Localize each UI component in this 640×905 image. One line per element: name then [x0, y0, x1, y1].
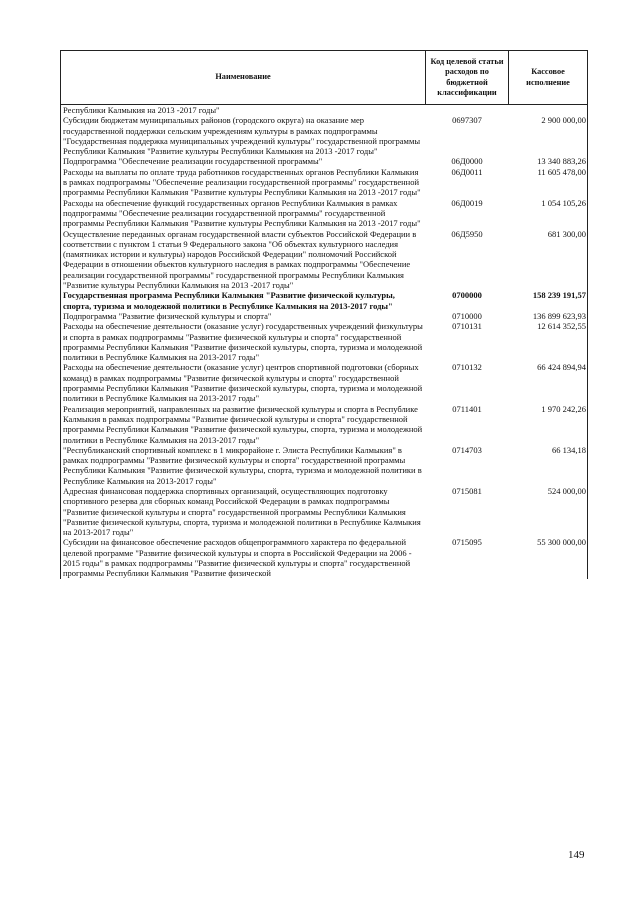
row-amount: 55 300 000,00: [509, 537, 588, 578]
row-amount: 66 424 894,94: [509, 362, 588, 403]
row-code: 06Д0011: [451, 166, 483, 177]
row-code: 0715081: [452, 485, 482, 496]
row-code: 0715095: [452, 537, 482, 548]
row-amount: 524 000,00: [509, 486, 588, 537]
table-row: [61, 115, 588, 156]
row-code: 0700000: [452, 290, 482, 301]
table-row: [61, 404, 588, 445]
row-name: Подпрограмма "Развитие физической культуры и спорта": [61, 311, 426, 321]
table-row: [61, 321, 588, 362]
row-name: Государственная программа Республики Калмыкия "Развитие физической культуры, спорта, туризма и молодежной политики в Республике Калмыкия на 2013-2017 годы": [61, 290, 426, 311]
row-amount: 158 239 191,57: [509, 290, 588, 311]
table-row: [61, 167, 588, 198]
row-name: Подпрограмма "Обеспечение реализации государственной программы": [61, 156, 426, 166]
row-name: Субсидии на финансовое обеспечение расходов общепрограммного характера по федеральной целевой программе "Развитие физической культуры и спорта в Российской Федерации на 2006 - 2015 годы" в рамках подпрограммы "Развитие физической культуры и спорта" государственной программы Республики Калмыкия "Развитие физической: [61, 537, 426, 578]
table-row: [61, 445, 588, 486]
row-code: 06Д0019: [451, 197, 483, 208]
row-amount: 66 134,18: [509, 445, 588, 486]
table-header: [61, 51, 588, 105]
row-amount: [509, 105, 588, 116]
row-amount: 136 899 623,93: [509, 311, 588, 321]
row-name: Расходы на обеспечение деятельности (оказание услуг) государственных учреждений физкультуры и спорта в рамках подпрограммы "Развитие физической культуры и спорта" государственной программы Республики Калмыкия "Развитие физической культуры, спорта, туризма и молодежной политики в Республике Калмыкия на 2013-2017 годы": [61, 321, 426, 362]
row-code: 0710131: [452, 321, 482, 332]
row-amount: 1 970 242,26: [509, 404, 588, 445]
row-code: [426, 105, 509, 116]
header-name: Наименование: [61, 51, 426, 105]
row-code: 0711401: [452, 403, 482, 414]
row-name: Субсидии бюджетам муниципальных районов (городского округа) на оказание мер государственной поддержки сельским учреждениям культуры в рамках подпрограммы "Государственная поддержка муниципальных учреждений культуры" государственной программы Республики Калмыкия "Развитие культуры Республики Калмыкия на 2013 -2017 годы": [61, 115, 426, 156]
row-code: 0710132: [452, 362, 482, 373]
row-name: Реализация мероприятий, направленных на развитие физической культуры и спорта в Республике Калмыкия в рамках подпрограммы "Развитие физической культуры и спорта" государственной программы Республики Калмыкия "Развитие физической культуры, спорта, туризма и молодежной политики в Республике Калмыкия на 2013-2017 годы": [61, 404, 426, 445]
row-name: Расходы на обеспечение деятельности (оказание услуг) центров спортивной подготовки (сборных команд) в рамках подпрограммы "Развитие физической культуры и спорта" государственной программы Республики Калмыкия "Развитие физической культуры, спорта, туризма и молодежной политики в Республике Калмыкия на 2013-2017 годы": [61, 362, 426, 403]
page-number: 149: [568, 849, 585, 861]
table-row: [61, 156, 588, 166]
table-row: [61, 486, 588, 537]
row-name: Республики Калмыкия на 2013 -2017 годы": [61, 105, 426, 116]
table-row: [61, 537, 588, 578]
row-name: "Республиканский спортивный комплекс в 1 микрорайоне г. Элиста Республики Калмыкия" в рамках подпрограммы "Развитие физической культуры и спорта" государственной программы Республики Калмыкия "Развитие физической культуры, спорта, туризма и молодежной политики в Республике Калмыкия на 2013-2017 годы": [61, 445, 426, 486]
row-amount: 11 605 478,00: [509, 167, 588, 198]
table-row: [61, 229, 588, 291]
row-code: 06Д5950: [451, 228, 483, 239]
row-name: Расходы на выплаты по оплате труда работников государственных органов Республики Калмыкия в рамках подпрограммы "Обеспечение реализации государственной программы" государственной программы Республики Калмыкия "Развитие культуры Республики Калмыкия на 2013 -2017 годы": [61, 167, 426, 198]
row-code: 0697307: [452, 115, 482, 126]
table-row: [61, 290, 588, 311]
row-amount: 13 340 883,26: [509, 156, 588, 166]
header-amount: Кассовое исполнение: [509, 51, 588, 105]
row-name: Адресная финансовая поддержка спортивных организаций, осуществляющих подготовку спортивного резерва для сборных команд Российской Федерации в рамках подпрограммы "Развитие физической культуры и спорта" государственной программы Республики Калмыкия "Развитие физической культуры, спорта, туризма и молодежной политики в Республике Калмыкия на 2013-2017 годы": [61, 486, 426, 537]
row-amount: 2 900 000,00: [509, 115, 588, 156]
row-name: Осуществление переданных органам государственной власти субъектов Российской Федерации в соответствии с пунктом 1 статьи 9 Федерального закона "Об объектах культурного наследия (памятниках истории и культуры) народов Российской Федерации" полномочий Российской Федерации в отношении объектов культурного наследия в рамках подпрограммы "Обеспечение реализации государственной программы" государственной программы Республики Калмыкия "Развитие культуры Республики Калмыкия на 2013 -2017 годы": [61, 229, 426, 291]
row-amount: 681 300,00: [509, 229, 588, 291]
table-row: [61, 105, 588, 116]
row-code: 0714703: [452, 444, 482, 455]
table-row: [61, 198, 588, 229]
row-name: Расходы на обеспечение функций государственных органов Республики Калмыкия в рамках подпрограммы "Обеспечение реализации государственной программы" государственной программы Республики Калмыкия "Развитие культуры Республики Калмыкия на 2013 -2017 годы": [61, 198, 426, 229]
table-row: [61, 311, 588, 321]
row-amount: 12 614 352,55: [509, 321, 588, 362]
header-code: Код целевой статьи расходов по бюджетной классификации: [426, 51, 509, 105]
row-amount: 1 054 105,26: [509, 198, 588, 229]
row-code: 06Д0000: [451, 156, 483, 167]
row-code: 0710000: [452, 310, 482, 321]
table-row: [61, 362, 588, 403]
table-body: [61, 105, 588, 579]
budget-execution-table: [60, 50, 588, 579]
